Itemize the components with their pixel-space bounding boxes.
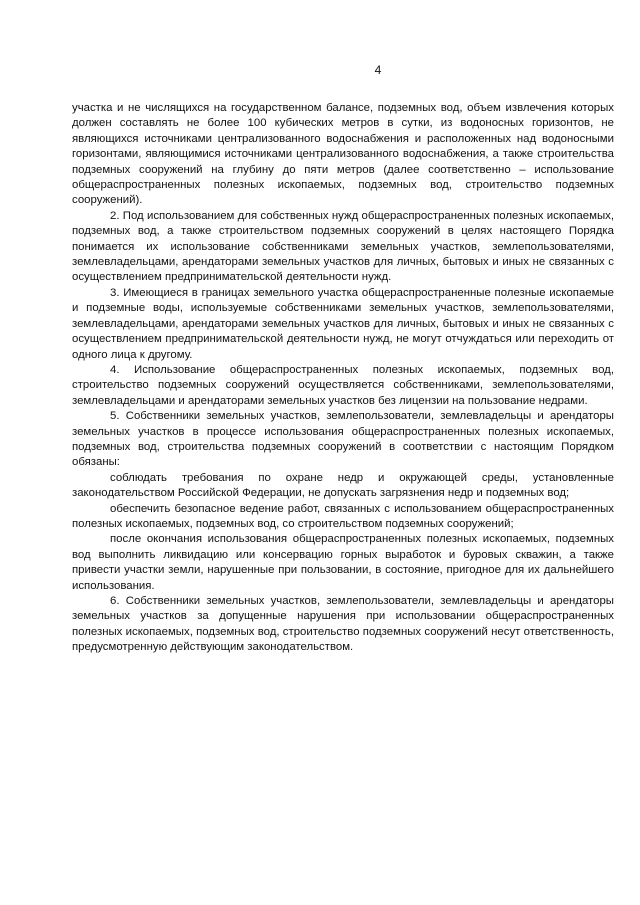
paragraph-2: 2. Под использованием для собственных нужд общераспространенных полезных ископаемых, подземных вод, а также строительством подземных сооружений в целях настоящего Порядка понимается их использование собственниками земельных участков, землепользователями, землевладельцами, арендаторами земельных участков для личных, бытовых и иных не связанных с осуществлением предпринимательской деятельности нужд. (72, 209, 614, 284)
paragraph-5-item-1: соблюдать требования по охране недр и окружающей среды, установленные законодательством Российской Федерации, не допускать загрязнения недр и подземных вод; (72, 471, 614, 500)
document-body (72, 101, 614, 656)
paragraph-5: 5. Собственники земельных участков, землепользователи, землевладельцы и арендаторы земельных участков в процессе использования общераспространенных полезных ископаемых, подземных вод, строительства подземных сооружений в соответствии с настоящим Порядком обязаны: (72, 410, 614, 469)
paragraph-3: 3. Имеющиеся в границах земельного участка общераспространенные полезные ископаемые и подземные воды, используемые собственниками земельных участков, землепользователями, землевладельцами, арендаторами земельных участков для личных, бытовых и иных не связанных с осуществлением предпринимательской деятельности нужд, не могут отчуждаться или переходить от одного лица к другому. (72, 286, 614, 361)
paragraph-4: 4. Использование общераспространенных полезных ископаемых, подземных вод, строительство подземных сооружений осуществляется собственниками, землепользователями, землевладельцами и арендаторами земельных участков без лицензии на пользование недрами. (72, 363, 614, 407)
paragraph-5-item-3: после окончания использования общераспространенных полезных ископаемых, подземных вод выполнить ликвидацию или консервацию горных выработок и буровых скважин, а также привести участки земли, нарушенные при пользовании, в состояние, пригодное для их дальнейшего использования. (72, 533, 614, 592)
page-number: 4 (374, 63, 382, 77)
paragraph-continuation: участка и не числящихся на государственном балансе, подземных вод, объем извлечения которых должен составлять не более 100 кубических метров в сутки, из водоносных горизонтов, не являющихся источниками централизованного водоснабжения и расположенных над водоносными горизонтами, являющимися источниками централизованного водоснабжения, а также строительства подземных сооружений на глубину до пяти метров (далее соответственно – использование общераспространенных полезных ископаемых, подземных вод, строительство подземных сооружений). (72, 102, 614, 207)
paragraph-5-item-2: обеспечить безопасное ведение работ, связанных с использованием общераспространенных полезных ископаемых, подземных вод, со строительством подземных сооружений; (72, 502, 614, 530)
paragraph-6: 6. Собственники земельных участков, землепользователи, землевладельцы и арендаторы земельных участков за допущенные нарушения при использовании общераспространенных полезных ископаемых, подземных вод, строительство подземных сооружений несут ответственность, предусмотренную действующим законодательством. (72, 595, 614, 654)
